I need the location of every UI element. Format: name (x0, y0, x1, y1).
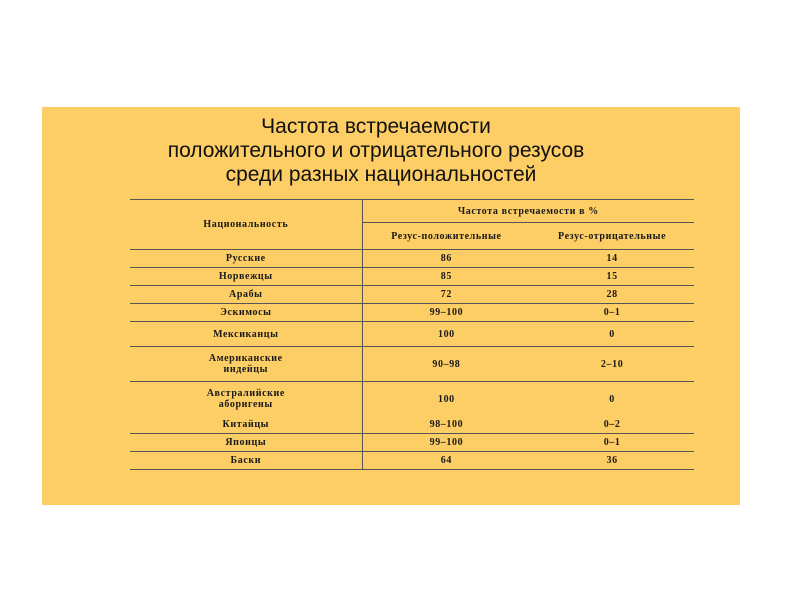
cell-negative: 2–10 (530, 347, 694, 382)
table-row (130, 304, 694, 322)
cell-positive: 86 (362, 250, 530, 268)
cell-negative: 36 (530, 452, 694, 470)
cell-nationality: Американские индейцы (130, 347, 362, 382)
cell-nationality: Австралийские аборигены (130, 382, 362, 417)
table-row (130, 250, 694, 268)
cell-positive: 99–100 (362, 434, 530, 452)
cell-negative: 28 (530, 286, 694, 304)
title-line-3: среди разных национальностей (225, 163, 537, 186)
table-row (130, 434, 694, 452)
cell-positive: 85 (362, 268, 530, 286)
cell-negative: 15 (530, 268, 694, 286)
slide-title (42, 115, 740, 187)
table-row (130, 268, 694, 286)
cell-nationality: Мексиканцы (130, 322, 362, 347)
header-negative: Резус-отрицательные (530, 223, 694, 250)
title-line-1: Частота встречаемости (261, 115, 491, 138)
cell-negative: 0–1 (530, 304, 694, 322)
table-row (130, 452, 694, 470)
cell-negative: 0–1 (530, 434, 694, 452)
cell-positive: 100 (362, 322, 530, 347)
cell-nationality: Арабы (130, 286, 362, 304)
cell-negative: 0–2 (603, 419, 621, 430)
cell-nationality: Норвежцы (130, 268, 362, 286)
cell-positive: 100 (362, 382, 530, 417)
table-row (130, 322, 694, 347)
cell-positive: 99–100 (362, 304, 530, 322)
table-row (130, 347, 694, 382)
cell-negative: 0 (530, 382, 694, 417)
rhesus-table (130, 199, 694, 470)
header-nationality: Национальность (130, 200, 362, 250)
slide (42, 107, 740, 505)
table-row (130, 286, 694, 304)
cell-positive: 64 (362, 452, 530, 470)
table-header-row (130, 200, 694, 223)
cell-positive: 72 (362, 286, 530, 304)
header-frequency: Частота встречаемости в % (362, 200, 694, 223)
table-row (130, 382, 694, 417)
cell-nationality: Китайцы (222, 419, 270, 430)
title-line-2: положительного и отрицательного резусов (167, 139, 585, 162)
header-positive: Резус-положительные (362, 223, 530, 250)
cell-nationality: Русские (130, 250, 362, 268)
table-row (130, 416, 694, 434)
cell-positive: 98–100 (362, 416, 530, 434)
cell-nationality: Баски (130, 452, 362, 470)
cell-negative: 0 (530, 322, 694, 347)
cell-nationality: Эскимосы (130, 304, 362, 322)
cell-positive: 90–98 (362, 347, 530, 382)
cell-nationality: Японцы (130, 434, 362, 452)
cell-negative: 14 (530, 250, 694, 268)
